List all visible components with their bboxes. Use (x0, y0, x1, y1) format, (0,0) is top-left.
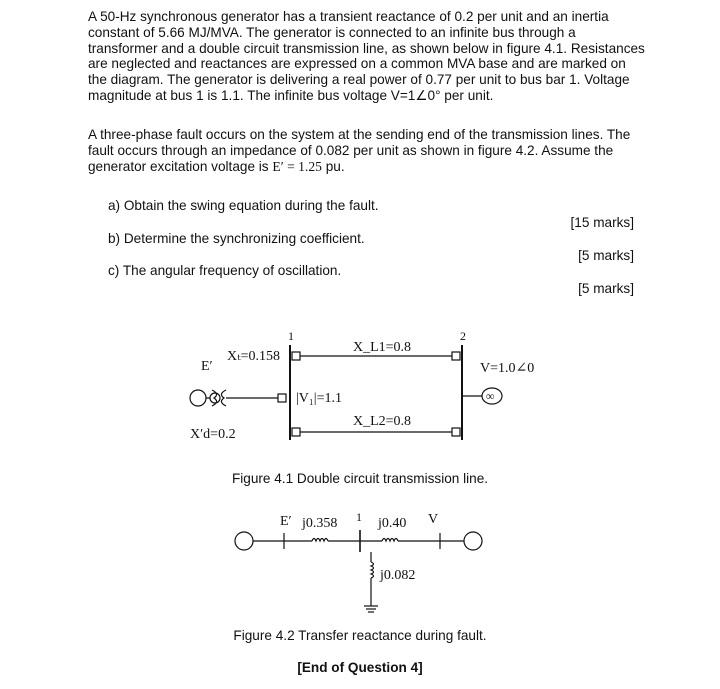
marks-a: [15 marks] (570, 215, 634, 230)
breaker-1 (278, 394, 286, 402)
v1-label: |V₁|=1.1 (296, 391, 342, 406)
transformer-coil-2 (221, 390, 226, 406)
end-of-question: [End of Question 4] (297, 660, 423, 675)
xd-label: X′d=0.2 (190, 427, 236, 442)
fig2-x1-label: j0.358 (302, 516, 338, 531)
fig2-e-label: E′ (280, 514, 292, 529)
fault-description-text: A three-phase fault occurs on the system at the sending end of the transmission lines. The fault occurs through an impedance of 0.082 per unit as shown in figure 4.2. Assume the generator excitation voltage is (88, 127, 631, 174)
problem-statement: A 50-Hz synchronous generator has a transient reactance of 0.2 per unit and an inertia constant of 5.66 MJ/MVA. The generator is connected to an infinite bus through a transformer and a double circuit transmission line, as shown below in figure 4.1. Resistances are neglected and reactances are expressed on a common MVA base and are marked on the diagram. The generator is delivering a real power of 0.77 per unit to bus bar 1. Voltage magnitude at bus 1 is 1.1. The infinite bus voltage V=1∠0° per unit. (88, 9, 645, 103)
figure-2-caption: Figure 4.2 Transfer reactance during fault. (233, 628, 487, 643)
xl1-label: X_L1=0.8 (353, 340, 412, 355)
fig2-x2-label: j0.40 (378, 516, 407, 531)
question-a: a) Obtain the swing equation during the fault. (108, 198, 379, 213)
inductor-j040 (382, 539, 398, 542)
question-b: b) Determine the synchronizing coefficient. (108, 231, 365, 246)
infinite-bus-voltage-label: V=1.0∠0 (480, 361, 535, 376)
figure-4-2 (235, 530, 482, 612)
breaker-3 (452, 352, 460, 360)
breaker-2 (292, 352, 300, 360)
transformer-coil-1 (212, 390, 217, 406)
infinite-bus-circle (464, 532, 482, 550)
breaker-5 (452, 428, 460, 436)
xl2-label: X_L2=0.8 (353, 414, 412, 429)
bus-2-label: 2 (460, 329, 466, 343)
generator-symbol (190, 390, 206, 406)
fig2-xf-label: j0.082 (380, 568, 416, 583)
fig2-v-label: V (428, 512, 439, 527)
infinite-symbol: ∞ (486, 389, 495, 403)
generator-emf-label: E′ (201, 359, 213, 374)
excitation-unit: pu. (321, 158, 345, 174)
excitation-equation: E′ = 1.25 (272, 158, 322, 174)
xt-label: Xₜ=0.158 (227, 349, 280, 364)
question-c: c) The angular frequency of oscillation. (108, 263, 342, 278)
source-e-circle (235, 532, 253, 550)
bus-1-label: 1 (288, 329, 294, 343)
fault-inductor (371, 562, 374, 578)
marks-b: [5 marks] (578, 248, 634, 263)
figure-1-caption: Figure 4.1 Double circuit transmission line. (231, 471, 489, 486)
inductor-j0358 (312, 539, 328, 542)
marks-c: [5 marks] (578, 281, 634, 296)
breaker-4 (292, 428, 300, 436)
fig2-bus-label: 1 (356, 510, 362, 524)
